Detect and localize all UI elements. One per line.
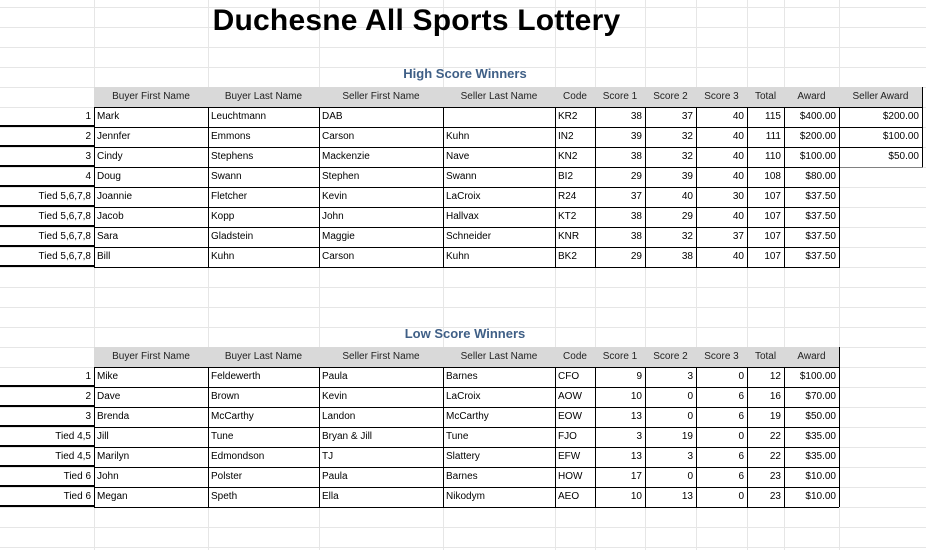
high-score-cell-buyer-first: Doug	[97, 171, 121, 182]
low-score-cell-seller-first: Bryan & Jill	[322, 431, 373, 442]
low-score-cell-score-1: 10	[630, 391, 642, 402]
high-score-cell-score-2: 40	[681, 191, 693, 202]
high-score-cell-seller-first: Mackenzie	[322, 151, 370, 162]
high-score-rank: Tied 5,6,7,8	[38, 191, 91, 202]
low-score-cell-score-3: 6	[738, 391, 744, 402]
low-score-cell-buyer-last: Edmondson	[211, 451, 265, 462]
high-score-cell-score-3: 40	[732, 171, 744, 182]
high-score-cell-score-2: 32	[681, 151, 693, 162]
high-score-cell-seller-award	[839, 167, 922, 187]
low-score-cell-total: 12	[769, 371, 781, 382]
high-score-cell-code: KT2	[558, 211, 577, 222]
low-score-cell-score-2: 0	[687, 391, 693, 402]
low-score-rank: 3	[85, 411, 91, 422]
high-score-cell-score-3: 37	[732, 231, 744, 242]
low-score-cell-award: $10.00	[805, 471, 836, 482]
high-score-cell-code: KN2	[558, 151, 578, 162]
low-score-rank: 1	[85, 371, 91, 382]
low-score-cell-seller-last: Barnes	[446, 371, 478, 382]
high-score-cell-total: 115	[765, 111, 781, 122]
low-score-cell-score-3: 6	[738, 471, 744, 482]
high-score-cell-seller-first: Maggie	[322, 231, 355, 242]
high-score-cell-seller-last: Schneider	[446, 231, 492, 242]
high-score-cell-score-1: 38	[630, 231, 642, 242]
high-score-header-seller-first: Seller First Name	[319, 87, 443, 107]
high-score-cell-score-2: 38	[681, 251, 693, 262]
low-score-cell-score-1: 9	[636, 371, 642, 382]
high-score-cell-total: 111	[765, 131, 781, 142]
high-score-header-buyer-last: Buyer Last Name	[208, 87, 319, 107]
high-score-cell-code: BK2	[558, 251, 577, 262]
high-score-cell-score-2: 29	[681, 211, 693, 222]
low-score-rank: Tied 4,5	[55, 431, 91, 442]
high-score-cell-total: 107	[764, 191, 781, 202]
low-score-cell-award: $50.00	[805, 411, 836, 422]
high-score-cell-score-1: 38	[630, 211, 642, 222]
low-score-rank: 2	[85, 391, 91, 402]
high-score-cell-score-3: 40	[732, 131, 744, 142]
high-score-cell-seller-award: $200.00	[882, 111, 919, 122]
low-score-cell-seller-first: Paula	[322, 371, 348, 382]
high-score-cell-code: BI2	[558, 171, 574, 182]
high-score-header-award: Award	[784, 87, 839, 107]
low-score-cell-award: $35.00	[805, 431, 836, 442]
high-score-cell-score-3: 40	[732, 251, 744, 262]
high-score-cell-buyer-last: Kopp	[211, 211, 235, 222]
high-score-header-total: Total	[747, 87, 784, 107]
high-score-cell-buyer-last: Stephens	[211, 151, 254, 162]
high-score-header-score-1: Score 1	[595, 87, 645, 107]
high-score-cell-seller-award: $100.00	[882, 131, 919, 142]
page-title: Duchesne All Sports Lottery	[212, 4, 621, 37]
low-score-cell-score-3: 0	[738, 431, 744, 442]
low-score-cell-score-3: 6	[738, 451, 744, 462]
low-score-cell-total: 23	[769, 471, 781, 482]
low-score-cell-code: FJO	[558, 431, 577, 442]
low-score-cell-score-3: 0	[738, 371, 744, 382]
low-score-cell-award: $35.00	[805, 451, 836, 462]
low-score-cell-buyer-last: McCarthy	[211, 411, 254, 422]
low-score-cell-seller-first: Kevin	[322, 391, 348, 402]
low-score-cell-score-2: 3	[687, 371, 693, 382]
low-score-header-score-2: Score 2	[645, 347, 696, 367]
high-score-cell-award: $37.50	[805, 251, 836, 262]
high-score-cell-score-2: 32	[681, 231, 693, 242]
low-score-rank: Tied 6	[63, 491, 91, 502]
low-score-cell-seller-last: Nikodym	[446, 491, 485, 502]
low-score-cell-score-1: 13	[630, 451, 642, 462]
high-score-cell-award: $37.50	[805, 191, 836, 202]
high-score-rank: Tied 5,6,7,8	[38, 211, 91, 222]
high-score-cell-seller-first: DAB	[322, 111, 343, 122]
high-score-rank: 1	[85, 111, 91, 122]
high-score-header-seller-award: Seller Award	[839, 87, 922, 107]
high-score-rank: Tied 5,6,7,8	[38, 231, 91, 242]
low-score-cell-score-2: 19	[681, 431, 693, 442]
high-score-cell-total: 107	[764, 211, 781, 222]
high-score-cell-score-1: 38	[630, 151, 642, 162]
high-score-cell-seller-last: Hallvax	[446, 211, 479, 222]
low-score-cell-score-1: 17	[630, 471, 642, 482]
low-score-rank: Tied 6	[63, 471, 91, 482]
high-score-cell-seller-first: Stephen	[322, 171, 360, 182]
low-score-cell-seller-first: Landon	[322, 411, 356, 422]
high-score-rank: Tied 5,6,7,8	[38, 251, 91, 262]
low-score-cell-award: $70.00	[805, 391, 836, 402]
low-score-cell-seller-last: Slattery	[446, 451, 480, 462]
high-score-cell-code: R24	[558, 191, 577, 202]
low-score-header-score-3: Score 3	[696, 347, 747, 367]
high-score-rank: 3	[85, 151, 91, 162]
high-score-cell-seller-last: Nave	[446, 151, 470, 162]
high-score-cell-score-3: 40	[732, 211, 744, 222]
high-score-cell-buyer-first: Joannie	[97, 191, 133, 202]
high-score-cell-code: KNR	[558, 231, 580, 242]
low-score-cell-total: 16	[769, 391, 781, 402]
low-score-cell-seller-last: McCarthy	[446, 411, 489, 422]
high-score-cell-buyer-last: Kuhn	[211, 251, 235, 262]
high-score-rank: 2	[85, 131, 91, 142]
low-score-header-buyer-first: Buyer First Name	[94, 347, 208, 367]
high-score-cell-total: 107	[764, 231, 781, 242]
low-score-cell-buyer-first: John	[97, 471, 119, 482]
high-score-cell-seller-last: Swann	[446, 171, 477, 182]
high-score-cell-seller-last: Kuhn	[446, 131, 470, 142]
low-score-rank: Tied 4,5	[55, 451, 91, 462]
low-score-cell-seller-first: Paula	[322, 471, 348, 482]
low-score-cell-buyer-first: Megan	[97, 491, 128, 502]
high-score-cell-award: $37.50	[805, 231, 836, 242]
high-score-header-seller-last: Seller Last Name	[443, 87, 555, 107]
high-score-cell-buyer-first: Cindy	[97, 151, 123, 162]
high-score-cell-seller-first: Kevin	[322, 191, 348, 202]
low-score-cell-total: 22	[769, 451, 781, 462]
low-score-cell-code: HOW	[558, 471, 583, 482]
high-score-cell-buyer-last: Fletcher	[211, 191, 248, 202]
high-score-cell-seller-last	[443, 107, 555, 127]
high-score-cell-seller-first: John	[322, 211, 344, 222]
high-score-cell-code: IN2	[558, 131, 574, 142]
low-score-cell-buyer-last: Feldewerth	[211, 371, 261, 382]
high-score-cell-seller-first: Carson	[322, 131, 355, 142]
high-score-cell-score-2: 39	[681, 171, 693, 182]
low-score-header-code: Code	[555, 347, 595, 367]
low-score-header-buyer-last: Buyer Last Name	[208, 347, 319, 367]
high-score-cell-total: 110	[765, 151, 781, 162]
high-score-cell-score-1: 29	[630, 251, 642, 262]
high-score-cell-score-3: 40	[732, 151, 744, 162]
low-score-title: Low Score Winners	[404, 326, 526, 341]
low-score-cell-score-3: 6	[738, 411, 744, 422]
high-score-cell-score-1: 37	[630, 191, 642, 202]
high-score-cell-seller-first: Carson	[322, 251, 355, 262]
high-score-header-score-3: Score 3	[696, 87, 747, 107]
low-score-header-award: Award	[784, 347, 839, 367]
high-score-cell-seller-award: $50.00	[888, 151, 919, 162]
high-score-rank: 4	[85, 171, 91, 182]
low-score-cell-code: CFO	[558, 371, 580, 382]
low-score-cell-award: $100.00	[799, 371, 836, 382]
low-score-header-total: Total	[747, 347, 784, 367]
high-score-cell-seller-award	[839, 187, 922, 207]
low-score-cell-code: AEO	[558, 491, 580, 502]
high-score-cell-award: $80.00	[805, 171, 836, 182]
high-score-cell-seller-award	[839, 207, 922, 227]
high-score-cell-award: $100.00	[799, 151, 836, 162]
high-score-cell-award: $200.00	[799, 131, 836, 142]
high-score-cell-seller-last: Kuhn	[446, 251, 470, 262]
high-score-cell-buyer-first: Sara	[97, 231, 119, 242]
low-score-cell-buyer-first: Dave	[97, 391, 121, 402]
low-score-cell-score-2: 13	[681, 491, 693, 502]
low-score-cell-seller-first: Ella	[322, 491, 339, 502]
low-score-cell-seller-last: LaCroix	[446, 391, 481, 402]
low-score-cell-code: EFW	[558, 451, 581, 462]
low-score-cell-buyer-first: Mike	[97, 371, 119, 382]
high-score-cell-award: $400.00	[799, 111, 836, 122]
low-score-cell-buyer-first: Marilyn	[97, 451, 130, 462]
low-score-cell-total: 19	[769, 411, 781, 422]
high-score-cell-score-2: 32	[681, 131, 693, 142]
low-score-cell-seller-last: Barnes	[446, 471, 478, 482]
low-score-header-seller-last: Seller Last Name	[443, 347, 555, 367]
low-score-cell-code: AOW	[558, 391, 582, 402]
high-score-cell-score-3: 40	[732, 111, 744, 122]
low-score-cell-buyer-last: Tune	[211, 431, 234, 442]
low-score-cell-buyer-last: Brown	[211, 391, 240, 402]
high-score-header-buyer-first: Buyer First Name	[94, 87, 208, 107]
high-score-cell-total: 108	[764, 171, 781, 182]
high-score-cell-seller-last: LaCroix	[446, 191, 481, 202]
high-score-cell-buyer-first: Jacob	[97, 211, 124, 222]
low-score-cell-score-2: 0	[687, 471, 693, 482]
low-score-cell-score-1: 3	[636, 431, 642, 442]
low-score-cell-buyer-first: Jill	[97, 431, 109, 442]
high-score-cell-code: KR2	[558, 111, 578, 122]
low-score-cell-score-3: 0	[738, 491, 744, 502]
high-score-cell-score-1: 39	[630, 131, 642, 142]
high-score-cell-total: 107	[764, 251, 781, 262]
high-score-cell-award: $37.50	[805, 211, 836, 222]
high-score-cell-buyer-first: Bill	[97, 251, 111, 262]
low-score-header-score-1: Score 1	[595, 347, 645, 367]
low-score-cell-score-1: 13	[630, 411, 642, 422]
low-score-cell-seller-first: TJ	[322, 451, 334, 462]
high-score-cell-score-2: 37	[681, 111, 693, 122]
low-score-header-seller-first: Seller First Name	[319, 347, 443, 367]
high-score-cell-buyer-last: Emmons	[211, 131, 251, 142]
high-score-cell-buyer-last: Swann	[211, 171, 242, 182]
low-score-cell-total: 23	[769, 491, 781, 502]
low-score-cell-buyer-first: Brenda	[97, 411, 130, 422]
low-score-cell-code: EOW	[558, 411, 582, 422]
high-score-cell-seller-award	[839, 227, 922, 247]
low-score-cell-buyer-last: Polster	[211, 471, 243, 482]
high-score-header-code: Code	[555, 87, 595, 107]
high-score-cell-buyer-last: Leuchtmann	[211, 111, 267, 122]
high-score-cell-seller-award	[839, 247, 922, 267]
high-score-header-score-2: Score 2	[645, 87, 696, 107]
high-score-cell-score-3: 30	[732, 191, 744, 202]
high-score-title: High Score Winners	[403, 66, 527, 81]
high-score-cell-buyer-first: Jennfer	[97, 131, 131, 142]
low-score-cell-total: 22	[769, 431, 781, 442]
low-score-cell-score-2: 3	[687, 451, 693, 462]
high-score-cell-score-1: 38	[630, 111, 642, 122]
high-score-cell-score-1: 29	[630, 171, 642, 182]
low-score-cell-score-1: 10	[630, 491, 642, 502]
low-score-cell-score-2: 0	[687, 411, 693, 422]
low-score-cell-award: $10.00	[805, 491, 836, 502]
high-score-cell-buyer-last: Gladstein	[211, 231, 254, 242]
low-score-cell-buyer-last: Speth	[211, 491, 238, 502]
low-score-cell-seller-last: Tune	[446, 431, 469, 442]
high-score-cell-buyer-first: Mark	[97, 111, 120, 122]
